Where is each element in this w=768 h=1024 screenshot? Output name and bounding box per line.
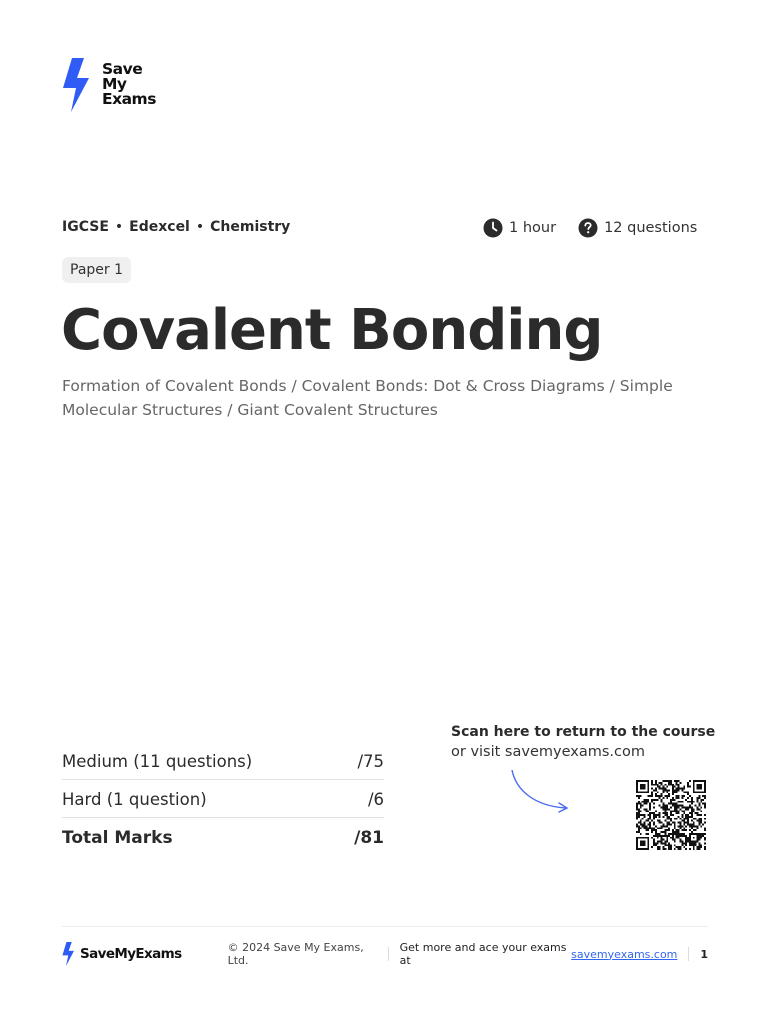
footer-divider xyxy=(62,926,708,927)
marks-table xyxy=(62,750,384,856)
lightning-bolt-icon xyxy=(62,942,78,966)
page-number: 1 xyxy=(700,947,708,961)
exam-info xyxy=(483,218,697,238)
marks-row-value: /81 xyxy=(354,828,384,848)
copyright-text: © 2024 Save My Exams, Ltd. xyxy=(227,941,364,967)
brand-logo xyxy=(62,58,156,112)
clock-icon xyxy=(483,218,503,238)
curved-arrow-icon xyxy=(508,768,572,814)
brand-logo-text: Save My Exams xyxy=(102,60,156,108)
footer-separator xyxy=(388,947,389,961)
marks-row-hard xyxy=(62,788,384,818)
promo-text: Get more and ace your exams at xyxy=(399,941,567,967)
qr-code[interactable] xyxy=(634,780,708,850)
website-link[interactable]: savemyexams.com xyxy=(571,947,678,961)
marks-row-medium xyxy=(62,750,384,780)
question-circle-icon xyxy=(578,218,598,238)
marks-row-label: Medium (11 questions) xyxy=(62,752,253,771)
marks-row-label: Total Marks xyxy=(62,828,173,848)
marks-row-total xyxy=(62,826,384,856)
duration-text: 1 hour xyxy=(509,220,557,236)
footer-logo-text: SaveMyExams xyxy=(80,946,182,962)
page-title: Covalent Bonding xyxy=(61,298,603,363)
scan-title: Scan here to return to the course xyxy=(451,724,716,740)
scan-prompt xyxy=(451,724,715,760)
footer xyxy=(62,940,708,968)
marks-row-label: Hard (1 question) xyxy=(62,790,207,809)
topic-list: Formation of Covalent Bonds / Covalent Bonds: Dot & Cross Diagrams / Simple Molecular Structures / Giant Covalent Structures xyxy=(62,377,673,419)
paper-chip: Paper 1 xyxy=(62,257,131,283)
lightning-bolt-icon xyxy=(62,58,98,112)
marks-row-value: /75 xyxy=(357,752,384,771)
question-count-text: 12 questions xyxy=(604,220,698,236)
board-label: Edexcel xyxy=(129,219,190,235)
footer-separator xyxy=(688,947,689,961)
level-label: IGCSE xyxy=(62,219,109,235)
subject-label: Chemistry xyxy=(210,219,291,235)
marks-row-value: /6 xyxy=(367,790,384,809)
course-breadcrumb: IGCSE • Edexcel • Chemistry xyxy=(62,219,291,235)
footer-logo xyxy=(62,942,182,966)
scan-subtitle: or visit savemyexams.com xyxy=(451,744,645,760)
